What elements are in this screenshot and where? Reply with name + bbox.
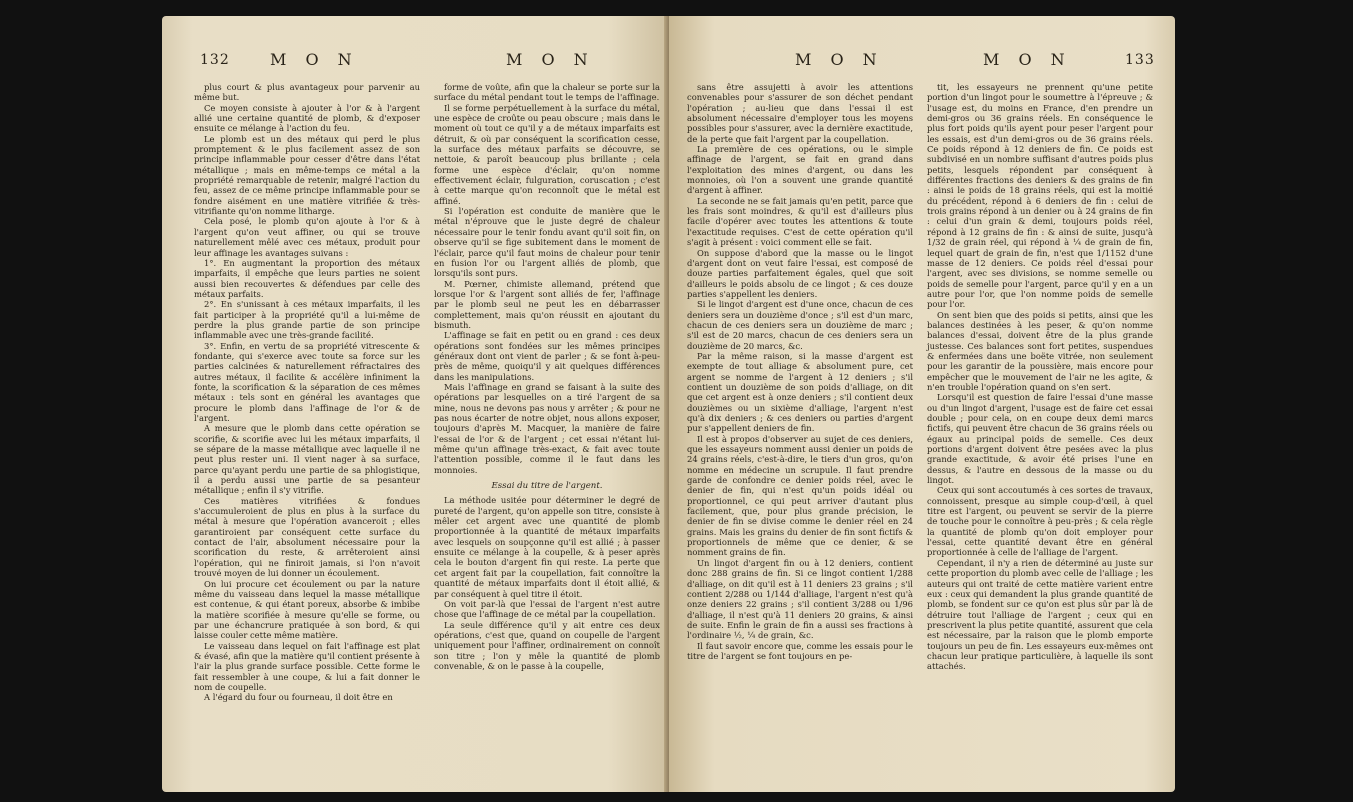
paragraph: A l'égard du four ou fourneau, il doit être en	[204, 692, 393, 703]
paragraph: Si l'opération est conduite de manière que le métal n'éprouve que le juste degré de chaleur nécessaire pour le tenir fondu avant qu'il soit fin, on observe qu'il se fige subitement dans le moment de l'éclair, parce qu'il faut moins de chaleur pour tenir en fusion l'or ou l'argent alliés de plomb, que lorsqu'ils sont purs.	[434, 206, 660, 279]
paragraph: La seule différence qu'il y ait entre ces deux opérations, c'est que, quand on coupelle de l'argent uniquement pour l'affiner, ordinairement on connoît son titre ; l'on y mêle la quantité de plomb convenable, & on le passe à la coupelle,	[434, 619, 660, 671]
paragraph: Par la même raison, si la masse d'argent est exempte de tout alliage & absolument pure, cet argent se nomme de l'argent à 12 deniers ; s'il contient un douzième de son poids d'alliage, on dit que cet argent est à onze deniers ; s'il contient deux douzièmes ou un sixième d'alliage, l'argent n'est qu'à dix deniers ; & ces deniers ou parties d'argent pur s'appellent deniers de fin.	[687, 350, 913, 434]
paragraph: sans être assujetti à avoir les attentions convenables pour s'assurer de son déchet pendant l'opération ; au-lieu que dans l'essai il est absolument nécessaire d'employer tous les moyens possibles pour s'assurer, avec la dernière exactitude, de la perte que fait l'argent par la coupellation.	[687, 82, 913, 144]
right-page-number: 133	[1125, 52, 1155, 68]
paragraph: On suppose d'abord que la masse ou le lingot d'argent dont on veut faire l'essai, est composé de douze parties parfaitement égales, quel que soit d'ailleurs le poids absolu de ce lingot ; & ces douze parties s'appellent les deniers.	[687, 247, 913, 299]
paragraph: Si le lingot d'argent est d'une once, chacun de ces deniers sera un douzième d'once ; s'il est d'un marc, chacun de ces deniers sera un douzième de marc ; s'il est de 20 marcs, chacun de ces deniers sera un douzième de 20 marcs, &c.	[687, 299, 913, 351]
paragraph: Ce moyen consiste à ajouter à l'or & à l'argent allié une certaine quantité de plomb, & d'exposer ensuite ce mélange à l'action du feu.	[194, 102, 420, 134]
left-page	[162, 16, 669, 792]
paragraph: Ceux qui sont accoutumés à ces sortes de travaux, connoissent, presque au simple coup-d'œil, à quel titre est l'argent, ou peuvent se servir de la pierre de touche pour le connoître à peu-près ; & cela règle la quantité de plomb qu'on doit employer pour l'essai, cette quantité devant être en général proportionnée à celle de l'alliage de l'argent.	[927, 485, 1153, 558]
paragraph: Un lingot d'argent fin ou à 12 deniers, contient donc 288 grains de fin. Si ce lingot contient 1/288 d'alliage, on dit qu'il est à 11 deniers 23 grains ; s'il contient 2/288 ou 1/144 d'alliage, l'argent n'est qu'à onze deniers 22 grains ; s'il contient 3/288 ou 1/96 d'alliage, il n'est qu'à 11 deniers 20 grains, & ainsi de suite. Enfin le grain de fin a aussi ses fractions à l'ordinaire ½, ¼ de grain, &c.	[687, 557, 913, 641]
paragraph: tit, les essayeurs ne prennent qu'une petite portion d'un lingot pour le soumettre à l'épreuve ; & l'usage est, du moins en France, d'en prendre un demi-gros ou 36 grains réels. En conséquence le plus fort poids qu'ils ayent pour peser l'argent pour les essais, est d'un demi-gros ou de 36 grains réels. Ce poids répond à 12 deniers de fin. Ce poids est subdivisé en un nombre suffisant d'autres poids plus petits, lesquels répondent par conséquent à différentes fractions des deniers & des grains de fin : ainsi le poids de 18 grains réels, qui est la moitié du précédent, répond à 6 deniers de fin : celui de trois grains répond à un denier ou à 24 grains de fin : celui d'un grain & demi, toujours poids réel, répond à 12 grains de fin : & ainsi de suite, jusqu'à 1/32 de grain réel, qui répond à ¼ de grain de fin, lequel quart de grain de fin, n'est que 1/1152 d'une masse de 12 deniers. Ce poids réel d'essai pour l'argent, avec ses divisions, se nomme semelle ou poids de semelle pour l'argent, parce qu'il y en a un autre pour l'or, que l'on nomme poids de semelle pour l'or.	[927, 82, 1153, 310]
paragraph: Il est à propos d'observer au sujet de ces deniers, que les essayeurs nomment aussi denier un poids de 24 grains réels, c'est-à-dire, le tiers d'un gros, qu'on nomme en médecine un scrupule. Il faut prendre garde de confondre ce denier poids réel, avec le denier de fin, qui n'est qu'un poids idéal ou proportionnel, ce qui peut arriver d'autant plus facilement, que, pour plus grande précision, le denier de fin se divise comme le denier réel en 24 grains. Mais les grains du denier de fin sont fictifs & proportionnels de même que ce denier, & se nomment grains de fin.	[687, 433, 913, 558]
paragraph: Il faut savoir encore que, comme les essais pour le titre de l'argent se font toujours en pe-	[687, 640, 913, 661]
paragraph: La première de ces opérations, ou le simple affinage de l'argent, se fait en grand dans l'exploitation des mines d'argent, ou dans les monnoies, où l'on a souvent une grande quantité d'argent à affiner.	[687, 144, 913, 196]
paragraph: La seconde ne se fait jamais qu'en petit, parce que les frais sont moindres, & qu'il est d'ailleurs plus facile d'opérer avec toutes les attentions & toute l'exactitude requises. C'est de cette opération qu'il s'agit à présent : voici comment elle se fait.	[687, 195, 913, 248]
left-page-column-1	[194, 82, 420, 703]
paragraph: Cela posé, le plomb qu'on ajoute à l'or & à l'argent qu'on veut affiner, ou qui se trouve naturellement mêlé avec ces métaux, produit pour leur affinage les avantages suivans :	[194, 216, 420, 258]
right-page-column-2	[927, 82, 1153, 672]
paragraph: plus court & plus avantageux pour parvenir au même but.	[194, 82, 420, 103]
section-heading: Essai du titre de l'argent.	[491, 481, 603, 492]
left-running-head-right: M O N	[506, 50, 595, 69]
paragraph: 1°. En augmentant la proportion des métaux imparfaits, il empêche que leurs parties ne soient aussi bien recouvertes & défendues par celle des métaux parfaits.	[194, 257, 420, 299]
paragraph: On sent bien que des poids si petits, ainsi que les balances destinées à les peser, & qu'on nomme balances d'essai, doivent être de la plus grande justesse. Ces balances sont fort petites, suspendues & enfermées dans une boëte vitrée, non seulement pour les garantir de la poussière, mais encore pour empêcher que le mouvement de l'air ne les agite, & n'en trouble l'opération quand on s'en sert.	[927, 309, 1153, 392]
paragraph: Lorsqu'il est question de faire l'essai d'une masse ou d'un lingot d'argent, l'usage est de faire cet essai double ; pour cela, on en coupe deux demi marcs fictifs, qui peuvent être chacun de 36 grains réels ou égaux au principal poids de semelle. Ces deux portions d'argent doivent être pesées avec la plus grande exactitude, & avoir été prises l'une en dessus, & l'autre en dessous de la masse ou du lingot.	[927, 392, 1153, 486]
paragraph: Il se forme perpétuellement à la surface du métal, une espèce de croûte ou peau obscure ; mais dans le moment où tout ce qu'il y a de métaux imparfaits est détruit, & où par conséquent la scorification cesse, la surface des métaux parfaits se découvre, se nettoie, & paroît beaucoup plus brillante ; cela forme une espèce d'éclair, qu'on nomme effectivement éclair, fulguration, coruscation ; c'est à cette marque qu'on reconnoît que le métal est affiné.	[434, 102, 660, 206]
paragraph: Mais l'affinage en grand se faisant à la suite des opérations par lesquelles on a tiré l'argent de sa mine, nous ne devons pas nous y arrêter ; & pour ne pas nous écarter de notre objet, nous allons exposer, toujours d'après M. Macquer, la manière de faire l'essai de l'or & de l'argent ; cet essai n'étant lui-même qu'un affinage très-exact, & fait avec toute l'attention possible, comme il le faut dans les monnoies.	[434, 381, 660, 475]
paragraph: Cependant, il n'y a rien de déterminé au juste sur cette proportion du plomb avec celle de l'alliage ; les auteurs qui ont traité de cette matière varient entre eux : ceux qui demandent la plus grande quantité de plomb, se fondent sur ce qu'on est plus sûr par là de détruire tout l'alliage de l'argent ; ceux qui en prescrivent la plus petite quantité, assurent que cela est nécessaire, par la raison que le plomb emporte toujours un peu de fin. Les essayeurs eux-mêmes ont chacun leur pratique particulière, à laquelle ils sont attachés.	[927, 557, 1153, 672]
paragraph: La méthode usitée pour déterminer le degré de pureté de l'argent, qu'on appelle son titre, consiste à mêler cet argent avec une quantité de plomb proportionnée à la quantité de métaux imparfaits avec lesquels on soupçonne qu'il est allié ; à passer ensuite ce mélange à la coupelle, & à peser après cela le bouton d'argent fin qui reste. La perte que cet argent fait par la coupellation, fait connoître la quantité de métaux imparfaits dont il étoit allié, & par conséquent à quel titre il étoit.	[434, 495, 660, 599]
right-page-column-1	[687, 82, 913, 661]
left-running-head-left: M O N	[270, 50, 359, 69]
paragraph: Ces matières vitrifiées & fondues s'accumuleroient de plus en plus à la surface du métal à mesure que l'opération avanceroit ; elles garantiroient par conséquent cette surface du contact de l'air, absolument nécessaire pour la scorification du reste, & arrêteroient ainsi l'opération, qui ne finiroit jamais, si l'on n'avoit trouvé moyen de lui donner un écoulement.	[194, 495, 420, 579]
right-page	[669, 16, 1175, 792]
paragraph: On lui procure cet écoulement ou par la nature même du vaisseau dans lequel la masse métallique est contenue, & qui étant poreux, absorbe & imbibe la matière scorifiée à mesure qu'elle se forme, ou par une échancrure pratiquée à son bord, & qui laisse couler cette même matière.	[194, 578, 420, 641]
right-running-head-right: M O N	[983, 50, 1072, 69]
paragraph: 3°. Enfin, en vertu de sa propriété vitrescente & fondante, qui s'exerce avec toute sa force sur les parties calcinées & naturellement réfractaires des autres métaux, il facilite & accélère infiniment la fonte, la scorification & la séparation de ces mêmes métaux : tels sont en général les avantages que procure le plomb dans l'affinage de l'or & de l'argent.	[194, 340, 420, 423]
paragraph: A mesure que le plomb dans cette opération se scorifie, & scorifie avec lui les métaux imparfaits, il se sépare de la masse métallique avec laquelle il ne peut plus rester uni. Il vient nager à sa surface, parce qu'ayant perdu une partie de sa phlogistique, il a perdu aussi une partie de sa pesanteur métallique ; enfin il s'y vitrifie.	[194, 423, 420, 496]
paragraph: Le vaisseau dans lequel on fait l'affinage est plat & évasé, afin que la matière qu'il contient présente à l'air la plus grande surface possible. Cette forme le fait ressembler à une coupe, & lui a fait donner le nom de coupelle.	[194, 640, 420, 692]
paragraph: On voit par-là que l'essai de l'argent n'est autre chose que l'affinage de ce métal par la coupellation.	[434, 598, 660, 620]
right-running-head-left: M O N	[795, 50, 884, 69]
left-page-number: 132	[200, 52, 230, 68]
paragraph: L'affinage se fait en petit ou en grand : ces deux opérations sont fondées sur les mêmes principes généraux dont ont vient de parler ; & se font à-peu-près de même, quoiqu'il y ait quelques différences dans les manipulations.	[434, 330, 660, 382]
paragraph: M. Pœrner, chimiste allemand, prétend que lorsque l'or & l'argent sont alliés de fer, l'affinage par le plomb seul ne peut les en débarrasser complettement, mais qu'on réussit en ajoutant du bismuth.	[434, 278, 660, 330]
paragraph: forme de voûte, afin que la chaleur se porte sur la surface du métal pendant tout le temps de l'affinage.	[434, 82, 660, 103]
paragraph: Le plomb est un des métaux qui perd le plus promptement & le plus facilement assez de son principe inflammable pour cesser d'être dans l'état métallique ; mais en même-temps ce métal a la propriété remarquable de retenir, malgré l'action du feu, assez de ce même principe inflammable pour se fondre aisément en une matière vitrifiée & très-vitrifiante qu'on nomme litharge.	[194, 133, 420, 217]
left-page-column-2	[434, 82, 660, 671]
paragraph: 2°. En s'unissant à ces métaux imparfaits, il les fait participer à la propriété qu'il a lui-même de perdre la plus grande partie de son principe inflammable avec une très-grande facilité.	[194, 299, 420, 341]
